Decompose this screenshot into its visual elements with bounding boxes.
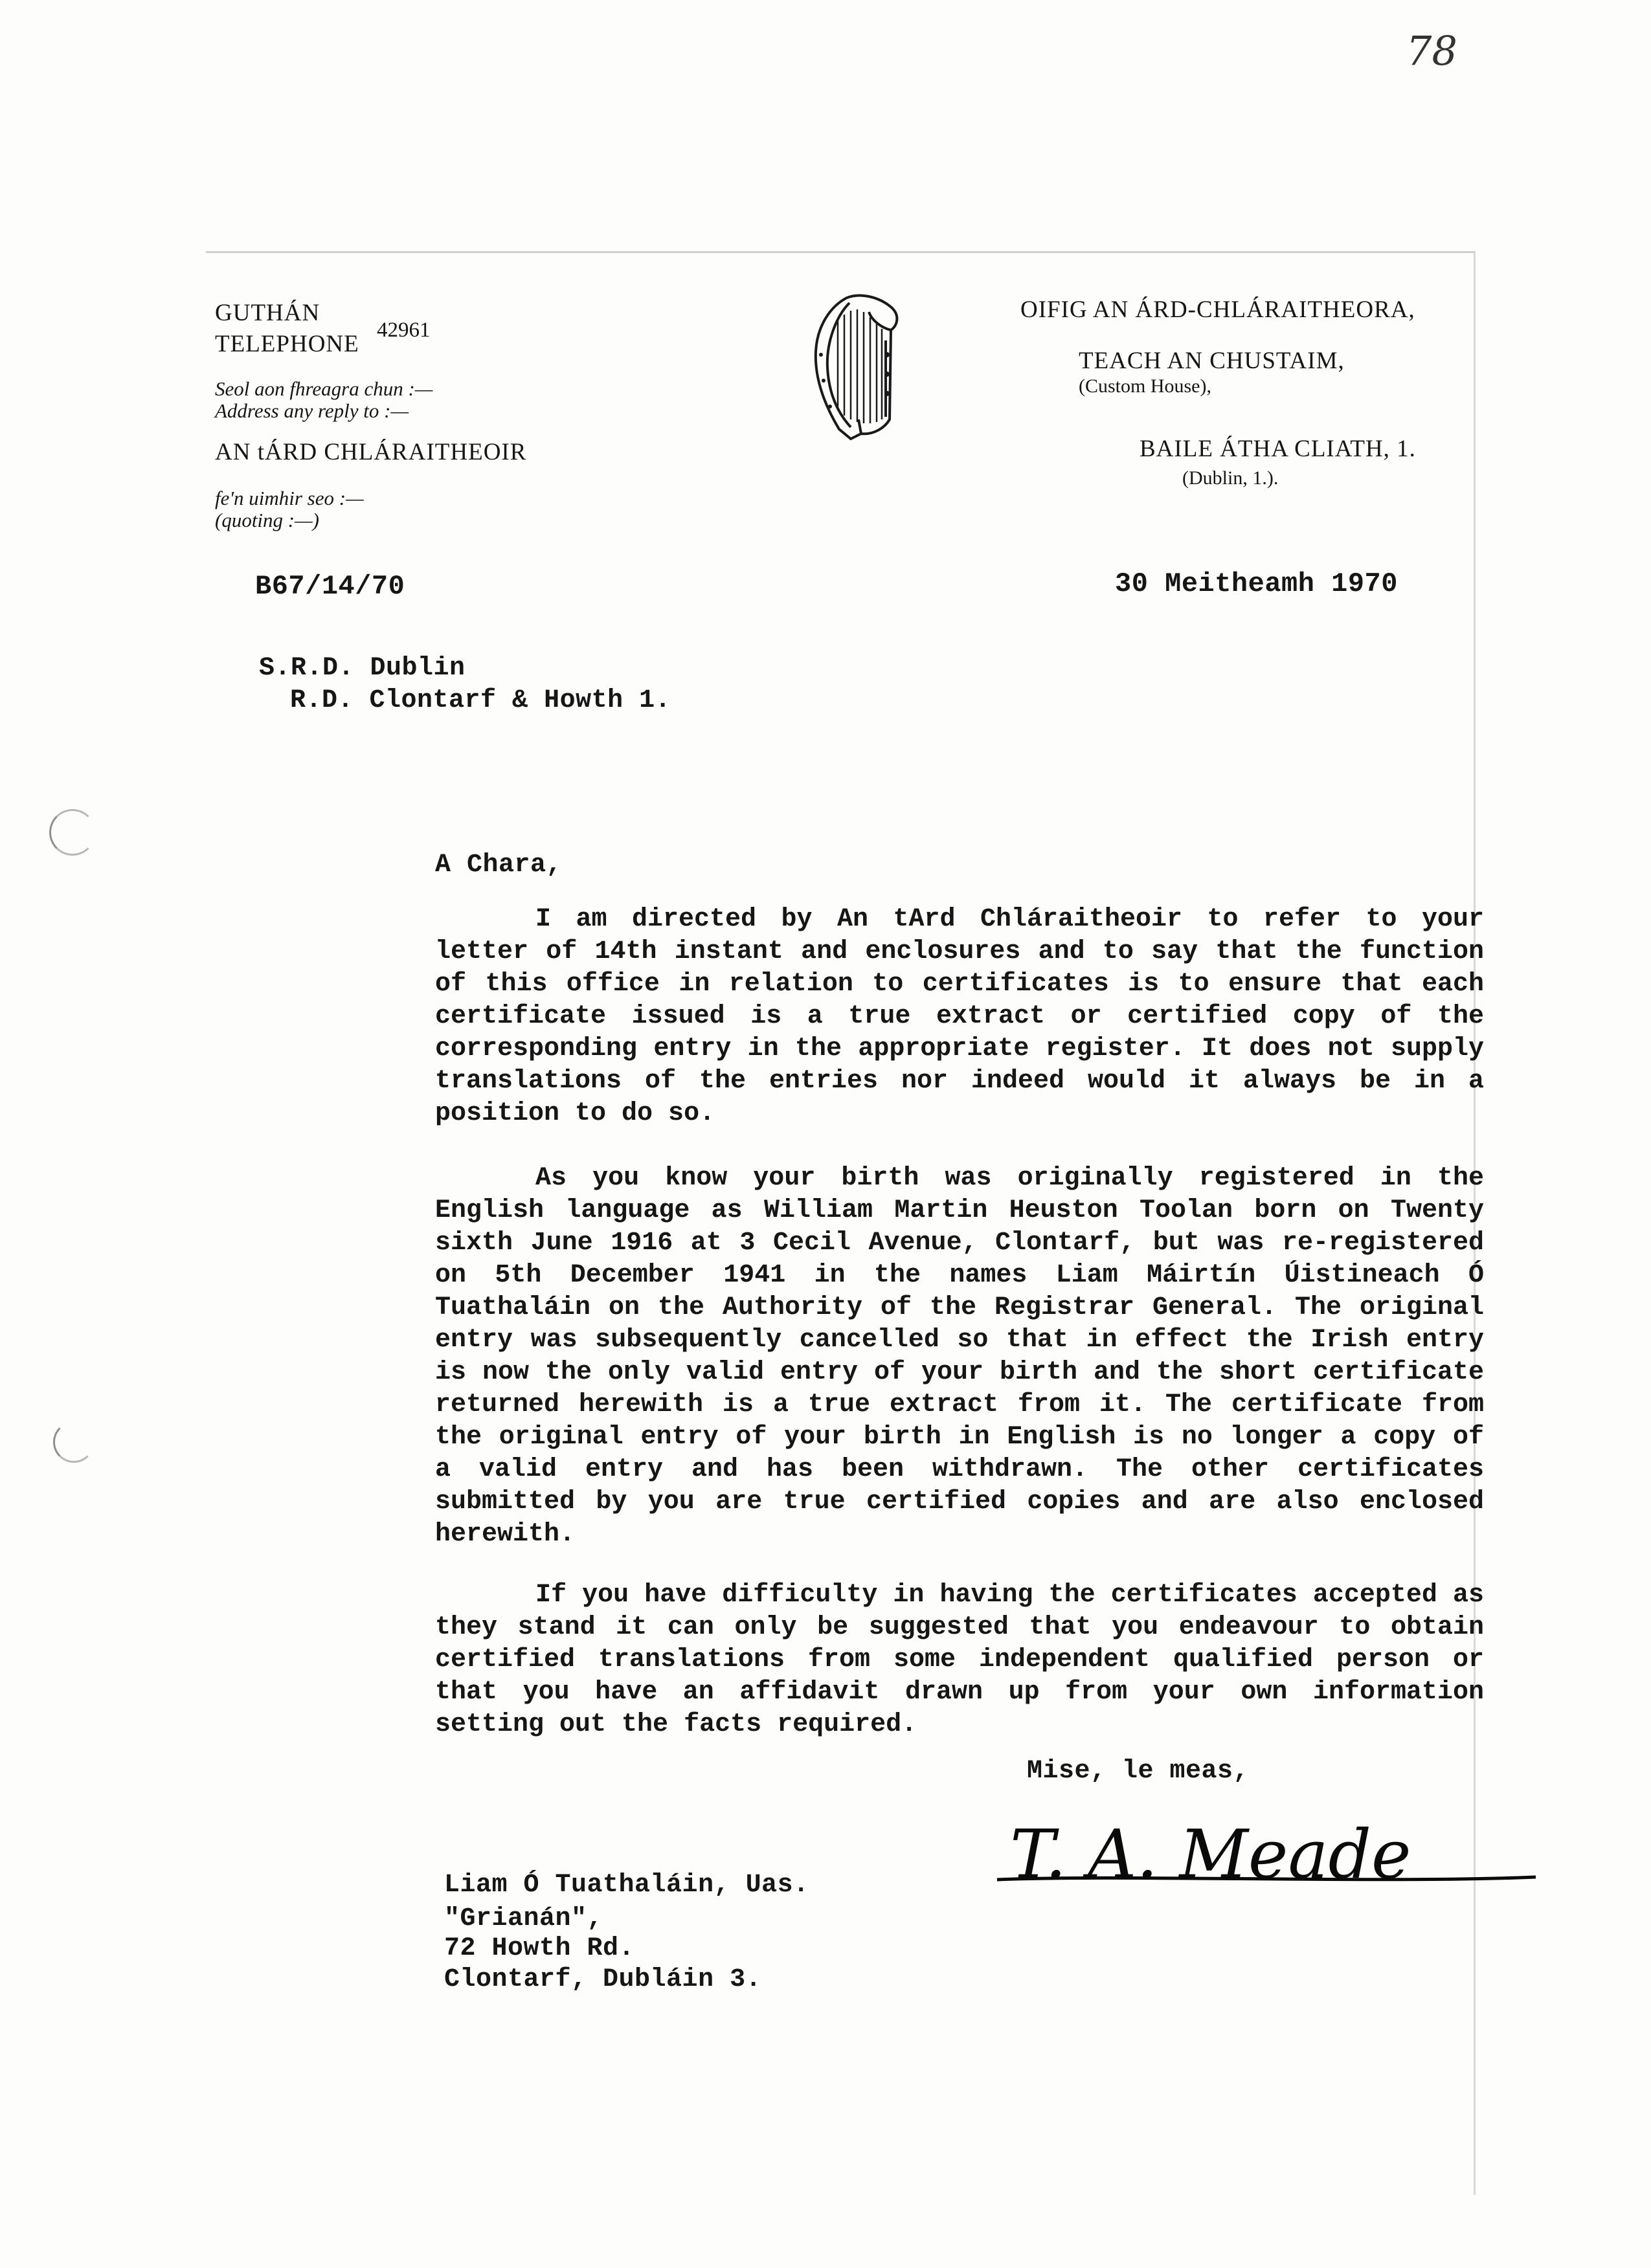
letter-date: 30 Meitheamh 1970 bbox=[1115, 568, 1398, 599]
body-paragraph-1: I am directed by An tArd Chláraitheoir to refer to your letter of 14th instant and enclosures and to say that the function of this office in relation to certificates is to ensure that each certificate issued is a true extract or certified copy of the corresponding entry in the appropriate register. It does not supply translations of the entries nor indeed would it always be in a position to do so. bbox=[435, 905, 1484, 1128]
quoting-irish: fe'n uimhir seo :— bbox=[215, 487, 364, 509]
telephone-number: 42961 bbox=[377, 318, 431, 342]
building-name-irish: TEACH AN CHUSTAIM, bbox=[1079, 348, 1345, 374]
addressee-line-3: 72 Howth Rd. bbox=[444, 1934, 635, 1963]
reply-instruction-english: Address any reply to :— bbox=[215, 399, 409, 422]
signature-underline bbox=[994, 1871, 1538, 1890]
quoting-english: (quoting :—) bbox=[215, 509, 320, 531]
city-english: (Dublin, 1.). bbox=[1182, 467, 1279, 489]
body-paragraph-2: As you know your birth was originally registered in the English language as William Martin Heuston Toolan born on Twenty sixth June 1916 at 3 Cecil Avenue, Clontarf, but was re-registered on 5th December 1941 in the names Liam Máirtín Úistineach Ó Tuathaláin on the Authority of the Registrar General. The original entry was subsequently cancelled so that in effect the Irish entry is now the only valid entry of your birth and the short certificate returned herewith is a true extract from it. The certificate from the original entry of your birth in English is no longer a copy of a valid entry and has been withdrawn. The other certificates submitted by you are true certified copies and are also enclosed herewith. bbox=[435, 1164, 1484, 1549]
reply-instruction-irish: Seol aon fhreagra chun :— bbox=[215, 377, 433, 400]
page-number: 78 bbox=[1406, 27, 1457, 74]
signature: T. A. Meade bbox=[1010, 1815, 1411, 1894]
city-irish: BAILE ÁTHA CLIATH, 1. bbox=[1140, 436, 1416, 462]
recipient-line-2: R.D. Clontarf & Howth 1. bbox=[290, 686, 671, 715]
telephone-label-english: TELEPHONE bbox=[215, 331, 359, 357]
addressee-line-2: "Grianán", bbox=[444, 1904, 603, 1933]
addressee-line-4: Clontarf, Dubláin 3. bbox=[444, 1965, 762, 1994]
office-name: OIFIG AN ÁRD-CHLÁRAITHEORA, bbox=[1020, 296, 1415, 323]
harp-emblem-icon bbox=[808, 290, 905, 445]
building-name-english: (Custom House), bbox=[1079, 375, 1211, 397]
body-paragraph-3: If you have difficulty in having the certificates accepted as they stand it can only be suggested that you endeavour to obtain certified translations from some independent qualified person or that you have an affidavit drawn up from your own information setting out the facts required. bbox=[435, 1581, 1484, 1739]
reply-to-office: AN tÁRD CHLÁRAITHEOIR bbox=[215, 439, 527, 465]
closing: Mise, le meas, bbox=[1027, 1757, 1250, 1786]
addressee-line-1: Liam Ó Tuathaláin, Uas. bbox=[444, 1871, 809, 1900]
telephone-label-irish: GUTHÁN bbox=[215, 300, 320, 326]
punch-hole-bottom bbox=[53, 1421, 95, 1463]
reference-number: B67/14/70 bbox=[255, 571, 405, 602]
recipient-line-1: S.R.D. Dublin bbox=[259, 654, 466, 683]
punch-hole-top bbox=[49, 809, 96, 856]
salutation: A Chara, bbox=[435, 850, 563, 880]
